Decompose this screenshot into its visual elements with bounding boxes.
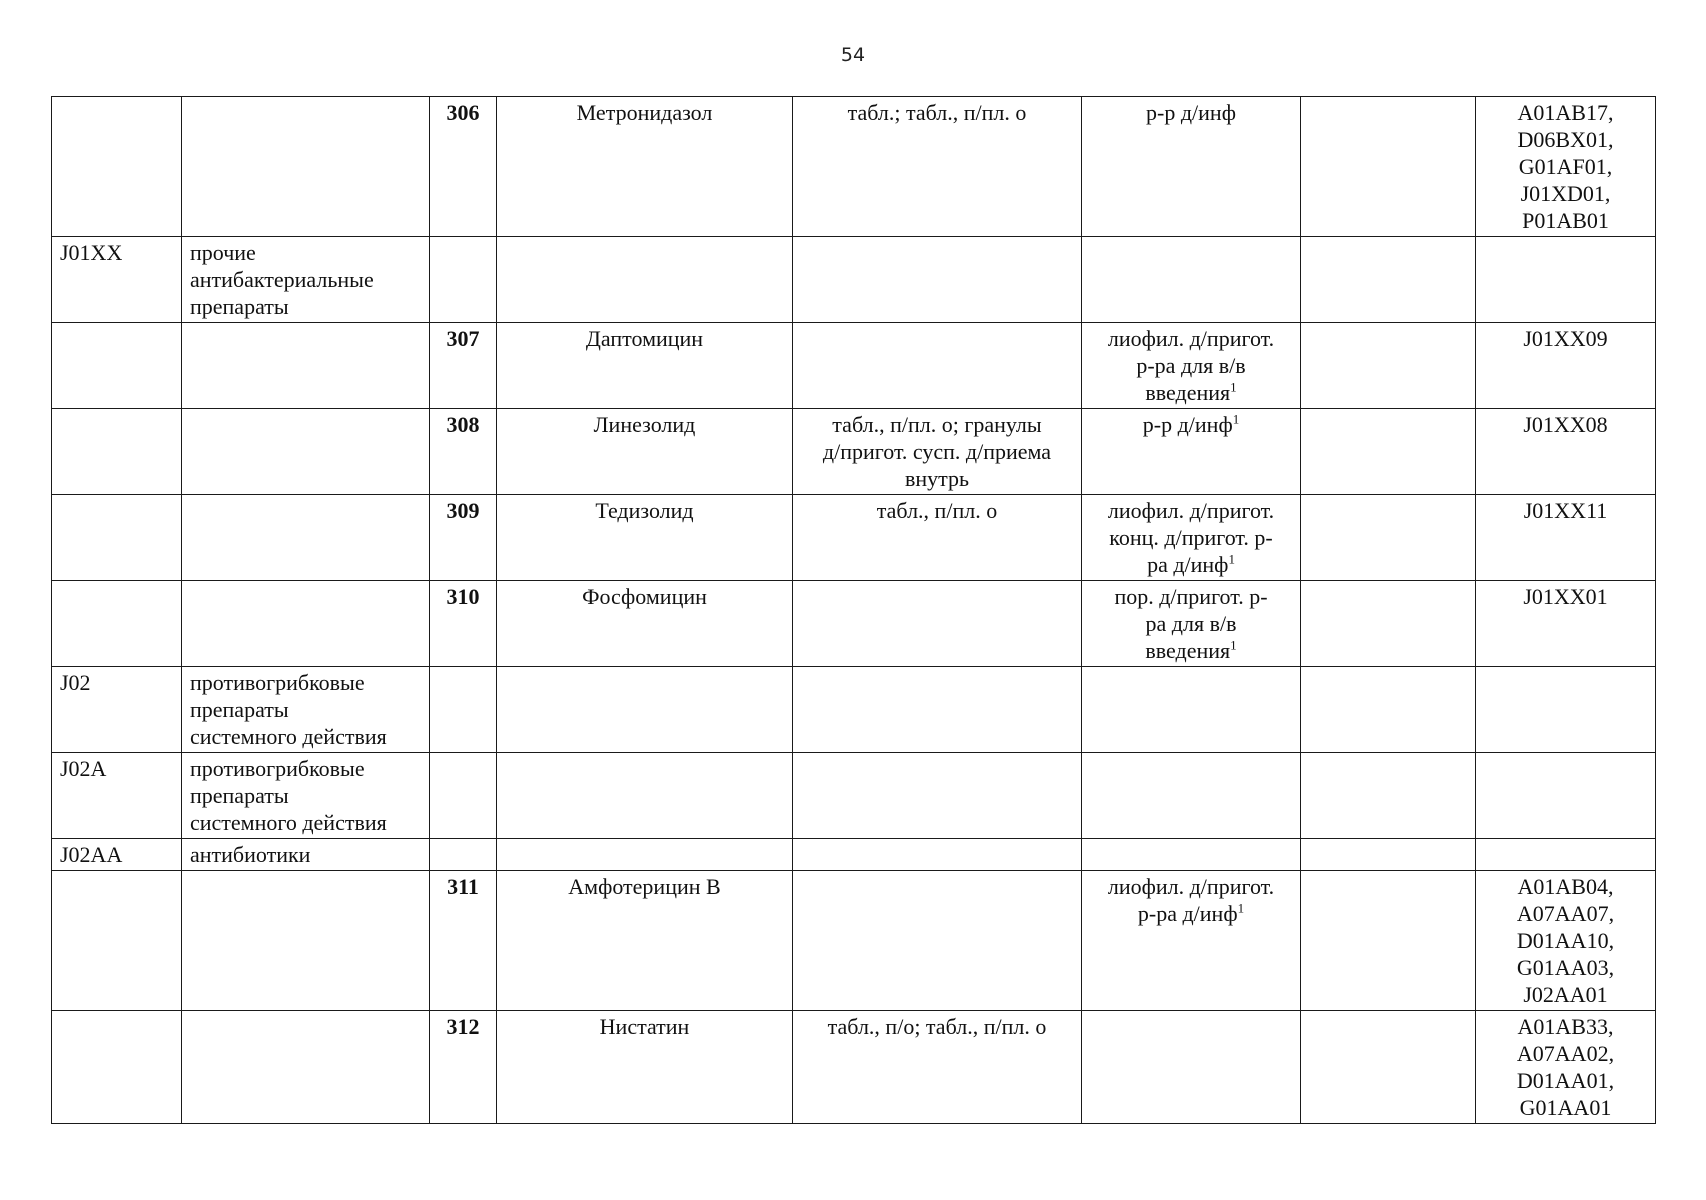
group-name-cell [182,1011,430,1124]
row-number-cell [430,667,497,753]
drug-name: Нистатин [599,1014,690,1039]
hospital-form-line-wrap [1090,551,1292,578]
row-number-cell [430,871,497,1011]
row-number: 307 [446,326,480,351]
table-row [52,97,1656,237]
atc-group-code: J01XX [60,240,123,265]
empty-cell [1301,97,1476,237]
drug-name-cell [497,97,793,237]
drug-name-cell [497,753,793,839]
dosage-form-cell [793,495,1082,581]
group-name-cell [182,667,430,753]
hospital-form-cell [1082,667,1301,753]
hospital-form-line: р-р д/инф [1146,100,1236,125]
atc-code-cell [1476,753,1656,839]
atc-code-line: D06BX01, [1517,127,1614,152]
atc-code-line: J01XX09 [1523,326,1608,351]
hospital-form-line: лиофил. д/пригот. [1107,498,1275,523]
row-number-cell [430,1011,497,1124]
atc-group-code-cell [52,839,182,871]
group-name-cell [182,753,430,839]
hospital-form-cell [1082,871,1301,1011]
group-name-cell [182,97,430,237]
row-number: 311 [447,874,479,899]
atc-code-cell [1476,495,1656,581]
table-row [52,409,1656,495]
hospital-form-cell [1082,495,1301,581]
atc-code-line: A01AB04, [1517,874,1614,899]
atc-code-cell [1476,581,1656,667]
table-row [52,495,1656,581]
atc-code-cell [1476,97,1656,237]
drug-name-cell [497,581,793,667]
group-name-line: противогрибковые [190,670,365,695]
empty-cell [1301,323,1476,409]
table-row [52,753,1656,839]
group-name-line: системного действия [190,724,387,749]
hospital-form-line-wrap [1090,379,1292,406]
row-number: 312 [446,1014,480,1039]
drug-name: Метронидазол [576,100,713,125]
row-number-cell [430,495,497,581]
atc-group-code-cell [52,323,182,409]
atc-group-code-cell [52,871,182,1011]
dosage-form-cell [793,839,1082,871]
group-name-cell [182,237,430,323]
group-name-cell [182,409,430,495]
atc-group-code-cell [52,409,182,495]
empty-cell [1301,871,1476,1011]
hospital-form-cell [1082,237,1301,323]
atc-code-cell [1476,323,1656,409]
atc-code-cell [1476,871,1656,1011]
row-number: 306 [446,100,480,125]
hospital-form-cell [1082,1011,1301,1124]
hospital-form-line: р-р д/инф [1142,412,1233,437]
atc-code-cell [1476,237,1656,323]
dosage-form-cell [793,667,1082,753]
atc-code-cell [1476,839,1656,871]
empty-cell [1301,409,1476,495]
row-number-cell [430,581,497,667]
hospital-form-line-wrap [1090,411,1292,438]
atc-code-line: A01AB33, [1517,1014,1614,1039]
group-name-line: прочие [190,240,256,265]
group-name-cell [182,495,430,581]
drug-table [51,96,1656,1124]
hospital-form-line: введения [1145,380,1231,405]
row-number-cell [430,839,497,871]
drug-name-cell [497,495,793,581]
row-number: 310 [446,584,480,609]
dosage-form-line: д/пригот. сусп. д/приема [822,439,1052,464]
atc-code-cell [1476,667,1656,753]
row-number-cell [430,409,497,495]
hospital-form-cell [1082,581,1301,667]
group-name-line: препараты [190,294,289,319]
dosage-form-cell [793,237,1082,323]
hospital-form-line: введения [1145,638,1231,663]
hospital-form-line: конц. д/пригот. р- [1109,525,1273,550]
dosage-form-line: внутрь [904,466,970,491]
row-number-cell [430,753,497,839]
table-row [52,871,1656,1011]
group-name-cell [182,323,430,409]
atc-code-line: A07AA07, [1516,901,1615,926]
group-name-line: антибактериальные [190,267,374,292]
group-name-line: противогрибковые [190,756,365,781]
atc-group-code-cell [52,667,182,753]
table-row [52,323,1656,409]
group-name-cell [182,581,430,667]
hospital-form-line: ра д/инф [1147,552,1229,577]
atc-group-code-cell [52,495,182,581]
empty-cell [1301,753,1476,839]
drug-name-cell [497,839,793,871]
atc-group-code-cell [52,1011,182,1124]
atc-code-line: P01AB01 [1522,208,1609,233]
drug-name-cell [497,409,793,495]
dosage-form-line: табл., п/пл. о; гранулы [832,412,1042,437]
group-name-cell [182,871,430,1011]
drug-name: Фосфомицин [582,584,707,609]
drug-name-cell [497,323,793,409]
drug-name: Даптомицин [585,326,704,351]
dosage-form-line: табл.; табл., п/пл. о [847,100,1027,125]
atc-group-code-cell [52,237,182,323]
empty-cell [1301,237,1476,323]
atc-code-line: G01AA01 [1519,1095,1612,1120]
atc-code-line: D01AA01, [1516,1068,1615,1093]
atc-code-line: J01XX11 [1523,498,1608,523]
atc-group-code: J02A [60,756,107,781]
table-row [52,237,1656,323]
atc-code-line: A01AB17, [1517,100,1614,125]
atc-group-code-cell [52,97,182,237]
empty-cell [1301,839,1476,871]
atc-code-line: G01AA03, [1516,955,1615,980]
drug-name: Тедизолид [595,498,694,523]
atc-group-code-cell [52,753,182,839]
row-number-cell [430,237,497,323]
row-number: 309 [446,498,480,523]
table-body [52,97,1656,1124]
table-row [52,667,1656,753]
drug-name-cell [497,667,793,753]
footnote-marker: 1 [1237,900,1245,916]
hospital-form-line: ра для в/в [1145,611,1237,636]
row-number-cell [430,97,497,237]
footnote-marker: 1 [1230,637,1237,653]
dosage-form-line: табл., п/о; табл., п/пл. о [827,1014,1047,1039]
group-name-cell [182,839,430,871]
hospital-form-cell [1082,323,1301,409]
table-row [52,839,1656,871]
hospital-form-line: пор. д/пригот. р- [1114,584,1268,609]
dosage-form-cell [793,1011,1082,1124]
atc-code-line: J02AA01 [1523,982,1608,1007]
group-name-line: препараты [190,783,289,808]
atc-code-line: A07AA02, [1516,1041,1615,1066]
drug-name-cell [497,237,793,323]
empty-cell [1301,495,1476,581]
group-name-line: препараты [190,697,289,722]
hospital-form-line: лиофил. д/пригот. [1107,874,1275,899]
drug-name: Линезолид [593,412,696,437]
hospital-form-cell [1082,409,1301,495]
hospital-form-cell [1082,97,1301,237]
hospital-form-cell [1082,839,1301,871]
dosage-form-cell [793,323,1082,409]
atc-code-line: D01AA10, [1516,928,1615,953]
dosage-form-cell [793,753,1082,839]
hospital-form-line: р-ра для в/в [1136,353,1246,378]
dosage-form-cell [793,871,1082,1011]
empty-cell [1301,581,1476,667]
dosage-form-cell [793,97,1082,237]
atc-code-line: G01AF01, [1518,154,1613,179]
group-name-line: антибиотики [190,842,311,867]
atc-group-code: J02AA [60,842,123,867]
drug-name-cell [497,871,793,1011]
row-number-cell [430,323,497,409]
dosage-form-cell [793,409,1082,495]
hospital-form-line-wrap [1090,637,1292,664]
dosage-form-line: табл., п/пл. о [876,498,998,523]
hospital-form-cell [1082,753,1301,839]
table-row [52,1011,1656,1124]
atc-code-cell [1476,409,1656,495]
footnote-marker: 1 [1232,411,1240,427]
hospital-form-line-wrap [1090,900,1292,927]
page-number: 54 [840,44,866,66]
row-number: 308 [446,412,480,437]
group-name-line: системного действия [190,810,387,835]
atc-code-line: J01XD01, [1520,181,1611,206]
empty-cell [1301,1011,1476,1124]
drug-name-cell [497,1011,793,1124]
footnote-marker: 1 [1230,379,1237,395]
hospital-form-line: р-ра д/инф [1137,901,1238,926]
empty-cell [1301,667,1476,753]
atc-group-code: J02 [60,670,91,695]
atc-group-code-cell [52,581,182,667]
footnote-marker: 1 [1228,551,1235,567]
atc-code-line: J01XX01 [1523,584,1608,609]
atc-code-line: J01XX08 [1523,412,1608,437]
hospital-form-line: лиофил. д/пригот. [1107,326,1275,351]
dosage-form-cell [793,581,1082,667]
table-row [52,581,1656,667]
atc-code-cell [1476,1011,1656,1124]
drug-name: Амфотерицин В [568,874,721,899]
